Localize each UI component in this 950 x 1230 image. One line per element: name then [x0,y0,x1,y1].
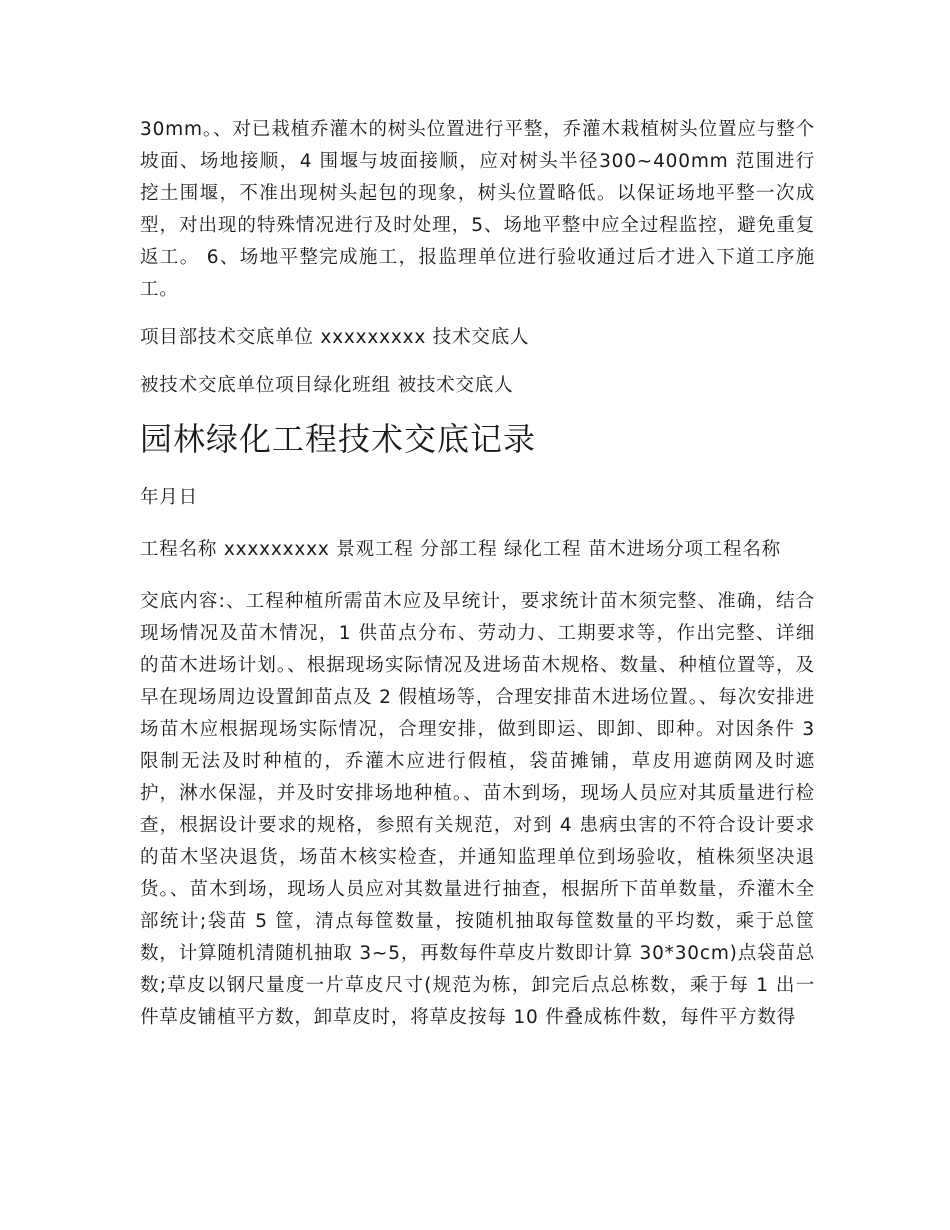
briefing-content-paragraph: 交底内容:、工程种植所需苗木应及早统计，要求统计苗木须完整、准确，结合现场情况及苗木情况，1 供苗点分布、劳动力、工期要求等，作出完整、详细的苗木进场计划。、根据现场实际情况及进场苗木规格、数量、种植位置等，及早在现场周边设置卸苗点及 2 假植场等，合理安排苗木进场位置。、每次安排进场苗木应根据现场实际情况，合理安排，做到即运、即卸、即种。对因条件 3 限制无法及时种植的，乔灌木应进行假植，袋苗摊铺，草皮用遮荫网及时遮护，淋水保湿，并及时安排场地种植。、苗木到场，现场人员应对其质量进行检查，根据设计要求的规格，参照有关规范，对到 4 患病虫害的不符合设计要求的苗木坚决退货，场苗木核实检查，并通知监理单位到场验收，植株须坚决退货。、苗木到场，现场人员应对其数量进行抽查，根据所下苗单数量，乔灌木全部统计;袋苗 5 筐，清点每筐数量，按随机抽取每筐数量的平均数，乘于总筐数，计算随机清随机抽取 3~5，再数每件草皮片数即计算 30*30cm)点袋苗总数;草皮以钢尺量度一片草皮尺寸(规范为栋，卸完后点总栋数，乘于每 1 出一件草皮铺植平方数，卸草皮时，将草皮按每 10 件叠成栋件数，每件平方数得 [140,591,815,1028]
project-name-line: 工程名称 xxxxxxxxx 景观工程 分部工程 绿化工程 苗木进场分项工程名称 [140,539,781,560]
technical-briefing-unit-line: 项目部技术交底单位 xxxxxxxxx 技术交底人 [140,327,530,348]
intro-paragraph: 30mm。、对已栽植乔灌木的树头位置进行平整，乔灌木栽植树头位置应与整个坡面、场地接顺，4 围堰与坡面接顺，应对树头半径300~400mm 范围进行挖土围堰，不准出现树头起包的现象，树头位置略低。以保证场地平整一次成型，对出现的特殊情况进行及时处理，5、场地平整中应全过程监控，避免重复返工。 6、场地平整完成施工，报监理单位进行验收通过后才进入下道工序施工。 [140,119,815,300]
briefed-unit-line: 被技术交底单位项目绿化班组 被技术交底人 [140,375,514,396]
date-line: 年月日 [140,487,198,508]
document-title: 园林绿化工程技术交底记录 [140,420,537,458]
document-page [140,114,815,1034]
